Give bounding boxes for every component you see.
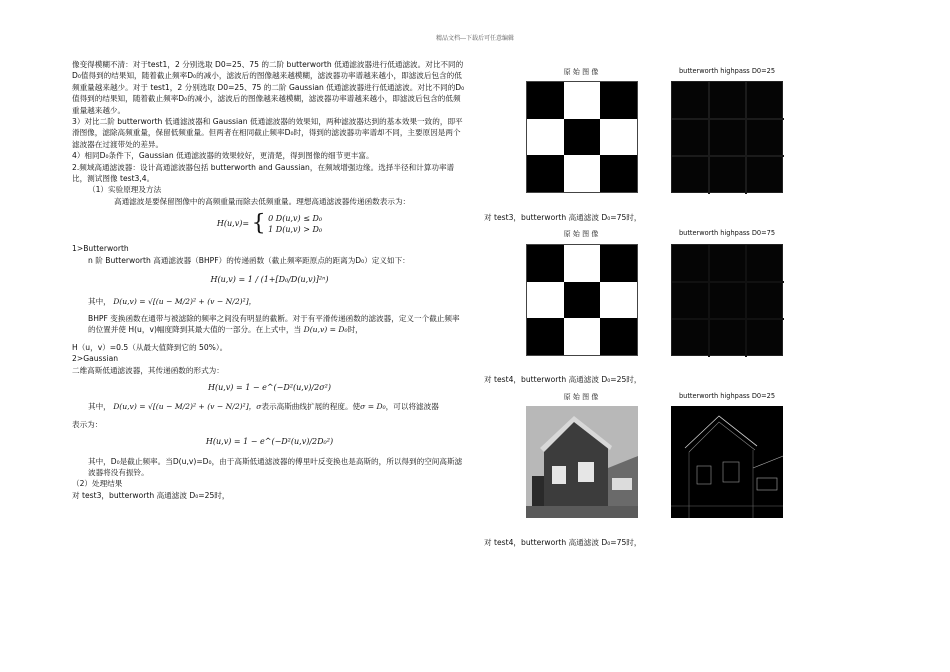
equation-ghpf: H(u,v) = 1 − e^(−D²(u,v)/2σ²) (207, 382, 331, 392)
paragraph (72, 401, 467, 412)
figure-text: 对 test4，butterworth 高通滤波 D₀=75时， (484, 538, 642, 547)
figure-caption: butterworth highpass D0=75 (678, 229, 776, 237)
figure-caption: butterworth highpass D0=25 (678, 392, 776, 400)
paragraph: n 阶 Butterworth 高通滤波器（BHPF）的传递函数（截止频率距原点的距离为D₀）定义如下： (88, 255, 410, 265)
original-image-checkerboard (526, 81, 638, 193)
subheading: 2>Gaussian (72, 354, 119, 364)
text: 表示高斯曲线扩展的程度。使 (261, 402, 361, 412)
figure-caption: 原 始 图 像 (563, 393, 599, 401)
section-heading: （2）处理结果 (72, 479, 123, 489)
text: ，可以将滤波器 (385, 402, 439, 412)
paragraph: 其中，D₀是截止频率。当D(u,v)=D₀，由于高斯低通滤波器的傅里叶反变换也是高斯的，所以得到的空间高斯滤波器将没有振铃。 (88, 456, 463, 477)
figure-caption: 原 始 图 像 (563, 68, 599, 76)
figure-caption: butterworth highpass D0=25 (678, 67, 776, 75)
inline-equation: D(u,v) = D₀ (303, 325, 348, 335)
case-line: 1 D(u,v) > D₀ (268, 225, 323, 235)
paragraph: 对 test3，butterworth 高通滤波 D₀=25时， (72, 490, 230, 500)
equation-bhpf: H(u,v) = 1 / (1+[D₀/D(u,v)]²ⁿ) (210, 275, 329, 285)
paragraph: 2.频域高通滤波器：设计高通滤波器包括 butterworth and Gaussian，在频域增强边缘。选择半径和计算功率谱比，测试图像 test3,4。 (72, 162, 455, 184)
case-line: 0 D(u,v) ≤ D₀ (268, 214, 323, 224)
paragraph: 4）相同D₀条件下，Gaussian 低通滤波器的效果较好，更清楚，得到图像的细节更丰富。 (72, 151, 374, 161)
paragraph: 表示为： (72, 419, 103, 429)
page-header: 精品文档---下载后可任意编辑 (435, 35, 515, 42)
brace: { (251, 211, 266, 237)
inline-equation: σ = D₀ (360, 402, 386, 412)
edge-map-icon (671, 406, 783, 518)
paragraph: 3）对比二阶 butterworth 低通滤波器和 Gaussian 低通滤波器的效果知，两种滤波器达到的基本效果一致的，即平滑图像，滤除高频重量，保留低频重量。但两者在相同截止频率D₀时，得到的滤波器功率谱却不同，主要原因是两个滤波器在过渡带处的差异。 (72, 117, 463, 149)
equation-lhs: H(u,v)= (216, 219, 250, 229)
equation-ghpf-d0: H(u,v) = 1 − e^(−D²(u,v)/2D₀²) (205, 437, 334, 447)
text: 时， (347, 325, 363, 335)
equation-cases (268, 213, 322, 235)
text: BHPF 变换函数在通带与被滤除的频率之间没有明显的截断。对于有平滑传递函数的滤波器，定义一个截止频率的位置并使 H(u，v)幅度降到其最大值的一部分。在上式中，当 (88, 313, 460, 335)
equation-ideal-hpf (72, 213, 467, 235)
text: 其中， (88, 296, 111, 306)
equation-distance: D(u,v) = √[(u − M/2)² + (v − N/2)²]，σ (113, 402, 262, 412)
text: 其中， (88, 402, 111, 412)
subheading: 1>Butterworth (72, 244, 129, 254)
paragraph: 二维高斯低通滤波器，其传递函数的形式为： (72, 365, 224, 375)
paragraph (72, 296, 467, 307)
original-image-house (526, 406, 638, 518)
original-image-checkerboard (526, 244, 638, 356)
highpass-result-image (671, 81, 783, 193)
paragraph: 像变得模糊不清：对于test1，2 分别选取 D0=25、75 的二阶 butterworth 低通滤波器进行低通滤波。对比不同的D₀值得到的结果知，随着截止频率D₀的减小，滤波后的图像越来越模糊，滤波器功率谱越来越小，即滤波后包含的低频重量越来越少。对于 test1，2 分别选取 D0=25、75 的二阶 Gaussian 低通滤波器进行低通滤波。对比不同的D₀值得到的结果知，随着截止频率D₀的减小，滤波后的图像越来越模糊，滤波器功率谱越来越小，即滤波后包含的低频重量越来越少。 (72, 60, 465, 115)
equation-distance: D(u,v) = √[(u − M/2)² + (v − N/2)²]， (113, 296, 257, 306)
highpass-result-image (671, 244, 783, 356)
figure-text: 对 test4，butterworth 高通滤波 D₀=25时， (484, 375, 642, 384)
house-photo-icon (526, 406, 638, 518)
section-heading: （1）实验原理及方法 (88, 185, 162, 195)
paragraph: 高通滤波是要保留图像中的高频重量而除去低频重量。理想高通滤波器传递函数表示为： (114, 196, 411, 206)
left-column (72, 59, 467, 501)
paragraph (72, 313, 467, 336)
figure-caption: 原 始 图 像 (563, 230, 599, 238)
highpass-result-image (671, 406, 783, 518)
paragraph: H（u，v）=0.5（从最大值降到它的 50%）。 (72, 342, 228, 352)
figure-text: 对 test3，butterworth 高通滤波 D₀=75时， (484, 213, 642, 222)
